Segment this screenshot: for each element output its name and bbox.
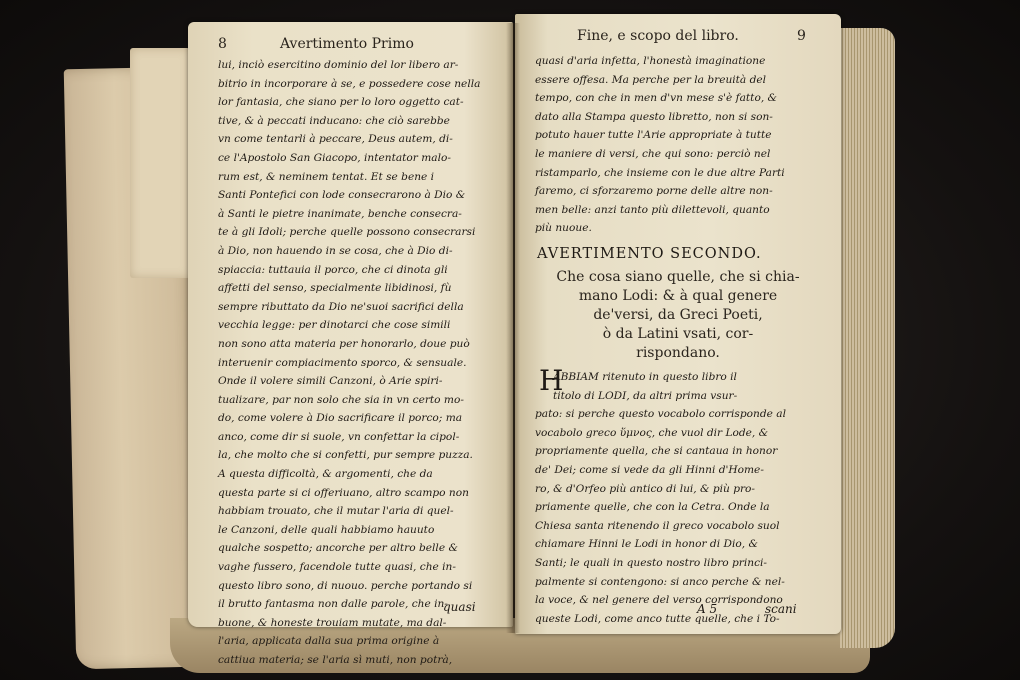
text-line: faremo, ci sforzaremo porne delle altre non- <box>535 185 773 198</box>
text-line: dato alla Stampa questo libretto, non si son- <box>535 110 773 123</box>
text-line: essere offesa. Ma perche per la breuità del <box>535 73 767 86</box>
text-line: questa parte si ci offeriuano, altro scampo non <box>218 486 469 499</box>
text-line: men belle: anzi tanto più dilettevoli, quanto <box>535 203 770 216</box>
left-running-title: Avertimento Primo <box>280 36 414 52</box>
text-line: à Santi le pietre inanimate, benche consecra- <box>218 207 462 220</box>
text-line: à Dio, non hauendo in se cosa, che à Dio di- <box>218 244 453 257</box>
subheading-line: ò da Latini vsati, cor- <box>602 326 754 342</box>
right-body-text <box>535 364 827 628</box>
text-line: rum est, & neminem tentat. Et se bene i <box>218 170 435 183</box>
text-line: più nuoue. <box>535 222 592 235</box>
text-line: vn come tentarli à peccare, Deus autem, di- <box>218 133 453 146</box>
text-line: l'aria, applicata dalla sua prima origine à <box>218 635 440 648</box>
text-line: palmente si contengono: si anco perche & nel- <box>535 575 785 588</box>
right-page-number: 9 <box>797 28 806 44</box>
text-line: le Canzoni, delle quali habbiamo hauuto <box>218 523 435 536</box>
text-line: A questa difficoltà, & argomenti, che da <box>218 468 433 481</box>
section-heading: AVERTIMENTO SECONDO. <box>537 246 762 262</box>
text-line: lor fantasia, che siano per lo loro oggetto cat- <box>218 96 464 109</box>
text-line: priamente quelle, che con la Cetra. Onde la <box>535 501 770 514</box>
text-line: quasi d'aria infetta, l'honestà imaginatione <box>535 55 766 67</box>
open-book <box>70 18 900 673</box>
text-line: Santi Pontefici con lode consecrarono à Dio & <box>218 189 466 202</box>
subheading-line: mano Lodi: & à qual genere <box>578 288 778 304</box>
right-catchword: scani <box>765 602 797 616</box>
text-line: Onde il volere simili Canzoni, ò Arie spiri- <box>218 375 443 388</box>
page-fore-edge <box>840 28 895 648</box>
left-body-text <box>218 56 503 670</box>
text-line: qualche sospetto; ancorche per altro belle & <box>218 542 458 555</box>
text-line: cattiua materia; se l'aria sì muti, non potrà, <box>218 654 453 666</box>
text-line: non sono atta materia per honorarlo, doue può <box>218 337 470 350</box>
text-line: sempre ributtato da Dio ne'suoi sacrifici della <box>218 300 464 313</box>
subheading-line: de'versi, da Greci Poeti, <box>593 307 763 323</box>
text-line: vecchia legge: per dinotarci che cose simili <box>218 319 451 332</box>
subheading-line: Che cosa siano quelle, che si chia- <box>556 269 800 285</box>
text-line: questo libro sono, di nuouo. perche portando si <box>218 579 473 592</box>
text-line: titolo di LODI, da altri prima vsur- <box>553 389 738 402</box>
text-line: potuto hauer tutte l'Arie appropriate à tutte <box>535 129 772 142</box>
text-line: ABBIAM ritenuto in questo libro il <box>553 371 737 383</box>
text-line: la voce, & nel genere del verso corrispondono <box>535 594 783 607</box>
text-line: te à gli Idoli; perche quelle possono consecrarsi <box>218 226 476 239</box>
text-line: lui, inciò esercitino dominio del lor libero ar- <box>218 59 459 71</box>
text-line: do, come volere à Dio sacrificare il porco; ma <box>218 412 463 425</box>
text-line: spiaccia: tuttauia il porco, che ci dinota gli <box>218 263 448 276</box>
signature-mark: A 5 <box>697 602 718 616</box>
text-line: queste Lodi, come anco tutte quelle, che i To- <box>535 612 780 625</box>
drop-cap: H <box>539 364 564 397</box>
text-line: affetti del senso, specialmente libidinosi, fù <box>218 282 452 295</box>
text-line: tempo, con che in men d'vn mese s'è fatto, & <box>535 92 777 105</box>
text-line: interuenir compiacimento sporco, & sensuale. <box>218 356 467 369</box>
text-line: bitrio in incorporare à se, e possedere cose nella <box>218 77 481 90</box>
text-line: propriamente quella, che si cantaua in honor <box>535 445 778 458</box>
right-running-title: Fine, e scopo del libro. <box>577 28 739 44</box>
text-line: buone, & honeste trouiam mutate, ma dal- <box>218 616 447 629</box>
left-page <box>188 22 513 666</box>
text-line: anco, come dir si suole, vn confettar la cipol- <box>218 430 460 443</box>
text-line: la, che molto che si confetti, pur sempre puzza. <box>218 449 473 462</box>
left-page-number: 8 <box>218 36 227 52</box>
text-line: Chiesa santa ritenendo il greco vocabolo suol <box>535 519 780 532</box>
left-catchword: quasi <box>443 600 476 614</box>
text-line: il brutto fantasma non dalle parole, che in- <box>218 598 448 611</box>
text-line: ro, & d'Orfeo più antico di lui, & più pro- <box>535 482 756 495</box>
torn-endpaper <box>130 48 190 278</box>
text-line: vaghe fussero, facendole tutte quasi, che in- <box>218 561 456 574</box>
section-subheading <box>515 268 841 363</box>
text-line: pato: si perche questo vocabolo corrisponde al <box>535 408 786 421</box>
text-line: ce l'Apostolo San Giacopo, intentator malo- <box>218 151 451 164</box>
left-running-head <box>188 36 513 56</box>
right-running-head <box>515 28 841 48</box>
text-line: tive, & à peccati inducano: che ciò sarebbe <box>218 114 450 127</box>
right-page <box>515 14 841 634</box>
text-line: ristamparlo, che insieme con le due altre Parti <box>535 166 785 179</box>
text-line: de' Dei; come si vede da gli Hinni d'Home- <box>535 463 764 476</box>
text-line: vocabolo greco ὕμνος, che vuol dir Lode, & <box>535 426 769 439</box>
subheading-line: rispondano. <box>636 345 720 361</box>
right-body-text-top <box>535 52 827 238</box>
book-gutter <box>506 23 520 633</box>
text-line: tualizare, par non solo che sia in vn certo mo- <box>218 393 464 406</box>
text-line: chiamare Hinni le Lodi in honor di Dio, & <box>535 538 758 551</box>
text-line: le maniere di versi, che qui sono: perciò nel <box>535 147 771 160</box>
text-line: Santi; le quali in questo nostro libro princi- <box>535 556 767 569</box>
text-line: habbiam trouato, che il mutar l'aria di quel- <box>218 505 454 518</box>
